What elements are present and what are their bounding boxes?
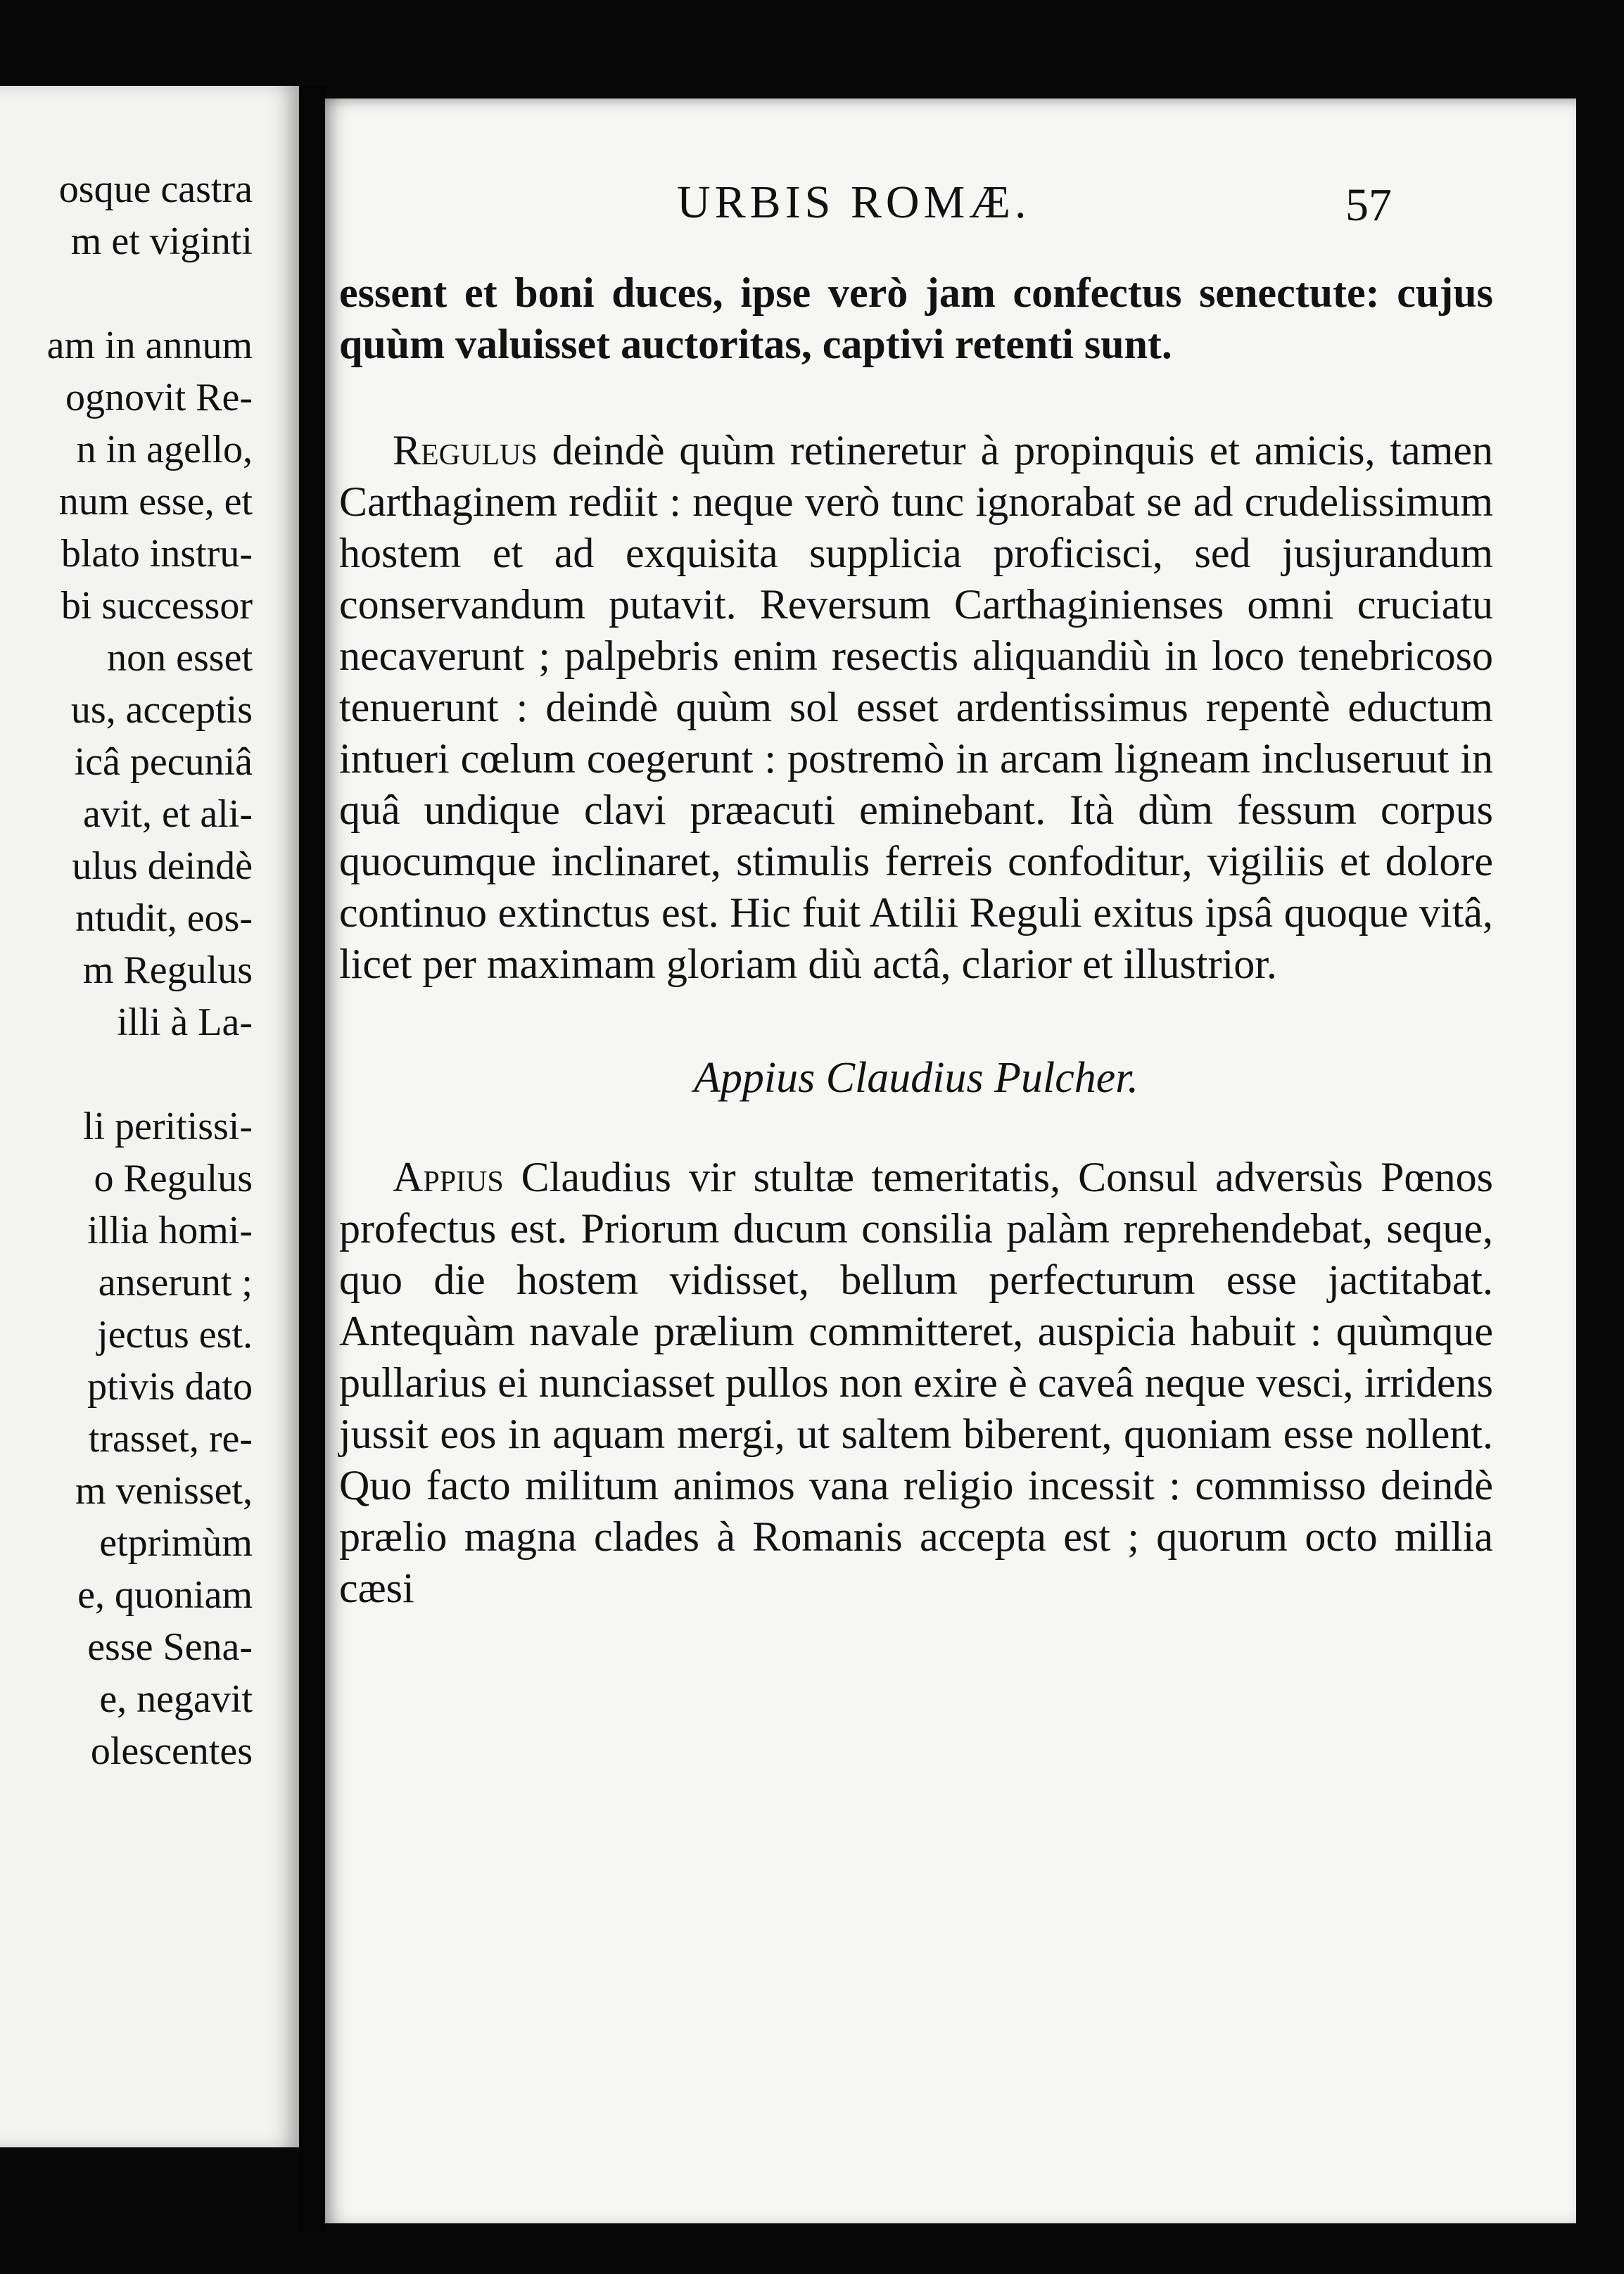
- left-page-line: osque castra: [58, 167, 253, 211]
- left-page-line: li peritissi-: [82, 1105, 253, 1148]
- left-page-line: am in annum: [46, 324, 253, 367]
- left-page-line: e, negavit: [99, 1677, 253, 1721]
- paragraph-regulus: [339, 425, 1493, 990]
- book-gutter: [299, 86, 327, 2232]
- left-page-line: icâ pecuniâ: [74, 740, 253, 784]
- left-page-line: olescentes: [90, 1729, 253, 1773]
- page-body: [339, 267, 1493, 1614]
- left-page-line: n in agello,: [76, 428, 253, 471]
- left-page-line: m et viginti: [70, 220, 253, 263]
- left-page-lines: [47, 163, 253, 1777]
- left-page-line: m venisset,: [75, 1469, 253, 1513]
- paragraph-text: deindè quùm retineretur à propinquis et amicis, tamen Carthaginem rediit : neque verò tunc ignorabat se ad crudelissimum hostem et ad exquisita supplicia proficisci, sed jusjurandum conservandum putavit. Reversum Carthaginienses omni cruciatu necaverunt ; palpebris enim resectis aliquandiù in loco tenebricoso tenuerunt : deindè quùm sol esset ardentissimus repentè eductum intueri cœlum coegerunt : postremò in arcam ligneam incluseruut in quâ undique clavi præacuti eminebant. Ità dùm fessum corpus quocumque inclinaret, stimulis ferreis confoditur, vigiliis et dolore continuo extinctus est. Hic fuit Atilii Reguli exitus ipsâ quoque vitâ, licet per maximam gloriam diù actâ, clarior et illustrior.: [339, 427, 1493, 987]
- running-head: [325, 176, 1576, 239]
- left-page-line: ptivis dato: [87, 1365, 253, 1409]
- left-page-line: illia homi-: [87, 1209, 253, 1252]
- left-page-line: num esse, et: [58, 480, 253, 523]
- left-page-line: trasset, re-: [88, 1417, 253, 1461]
- left-page-line: ulus deindè: [72, 844, 253, 888]
- left-page-fragment: [0, 86, 299, 2147]
- left-page-line: jectus est.: [97, 1313, 253, 1357]
- left-page-line: [47, 1048, 253, 1100]
- left-page-line: avit, et ali-: [82, 792, 253, 836]
- left-page-line: ognovit Re-: [65, 376, 253, 419]
- left-page-line: ntudit, eos-: [75, 896, 253, 940]
- left-page-line: [47, 267, 253, 319]
- paragraph-lead-word: Regulus: [393, 427, 538, 474]
- left-page-line: etprimùm: [99, 1521, 253, 1565]
- paragraph-continuation: essent et boni duces, ipse verò jam confectus senectute: cujus quùm valuisset auctoritas, captivi retenti sunt.: [339, 269, 1493, 367]
- left-page-line: bi successor: [61, 584, 253, 628]
- left-page-line: blato instru-: [61, 532, 253, 576]
- left-page-line: esse Sena-: [87, 1625, 253, 1669]
- left-page-line: o Regulus: [94, 1157, 253, 1200]
- paragraph-appius: [339, 1152, 1493, 1614]
- left-page-line: non esset: [107, 636, 253, 680]
- paragraph-text: Claudius vir stultæ temeritatis, Consul adversùs Pœnos profectus est. Priorum ducum consilia palàm reprehendebat, seque, quo die hostem vidisset, bellum perfecturum esse jactitabat. Antequàm navale prælium committeret, auspicia habuit : quùmque pullarius ei nunciasset pullos non exire è caveâ neque vesci, irridens jussit eos in aquam mergi, ut saltem biberent, quoniam esse nollent. Quo facto militum animos vana religio incessit : commisso deindè prælio magna clades à Romanis accepta est ; quorum octo millia cæsi: [339, 1154, 1493, 1611]
- paragraph-lead-word: Appius: [393, 1154, 504, 1200]
- left-page-line: illi à La-: [117, 1001, 253, 1044]
- right-page: [325, 99, 1576, 2223]
- left-page-line: anserunt ;: [98, 1261, 253, 1304]
- left-page-line: us, acceptis: [70, 688, 253, 732]
- section-heading: Appius Claudius Pulcher.: [693, 1054, 1139, 1102]
- page-number: 57: [1345, 179, 1392, 231]
- left-page-line: m Regulus: [82, 948, 253, 992]
- left-page-line: e, quoniam: [77, 1573, 253, 1617]
- running-title: URBIS ROMÆ.: [677, 177, 1031, 228]
